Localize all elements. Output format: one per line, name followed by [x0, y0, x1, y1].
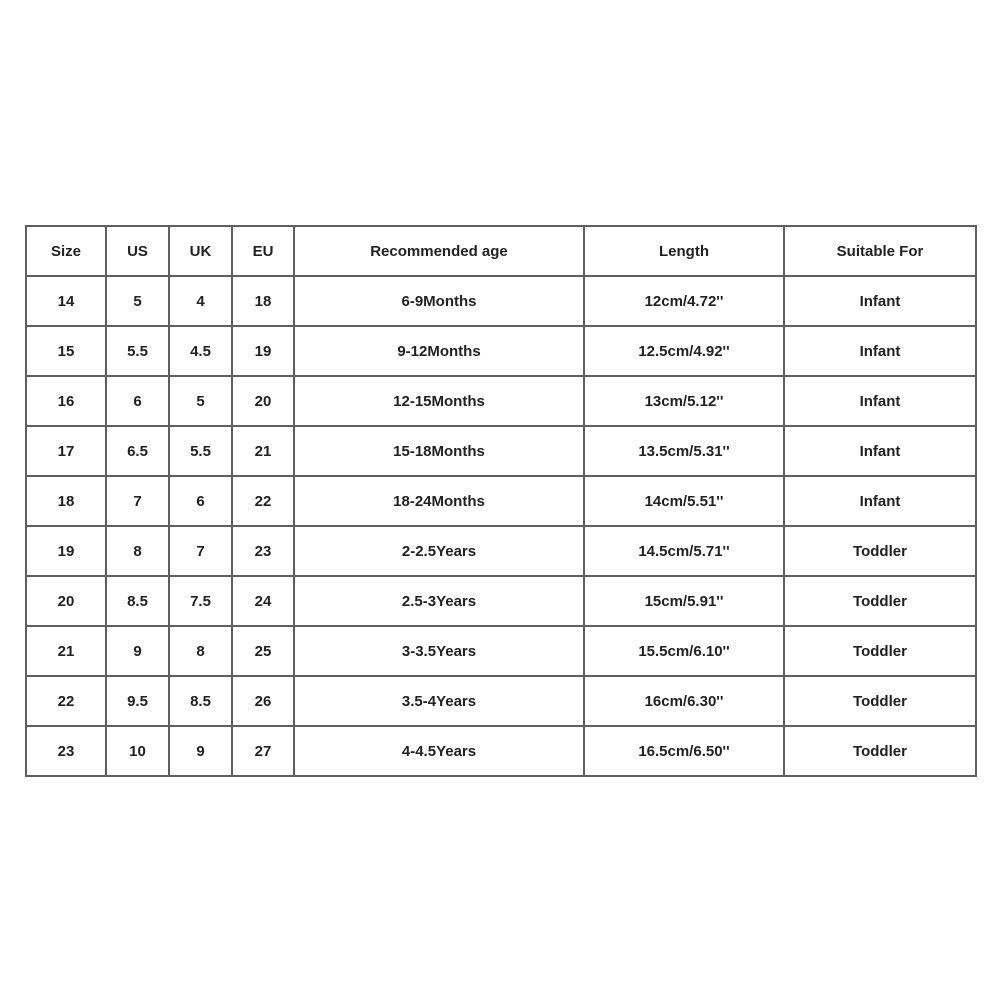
cell-suitable-for: Toddler	[784, 676, 976, 726]
cell-size: 15	[26, 326, 106, 376]
cell-suitable-for: Toddler	[784, 726, 976, 776]
table-row	[26, 376, 976, 426]
header-us: US	[106, 226, 169, 276]
cell-length: 13cm/5.12''	[584, 376, 784, 426]
cell-size: 16	[26, 376, 106, 426]
header-eu: EU	[232, 226, 294, 276]
table-row	[26, 576, 976, 626]
cell-us: 10	[106, 726, 169, 776]
cell-recommended-age: 15-18Months	[294, 426, 584, 476]
cell-eu: 19	[232, 326, 294, 376]
cell-us: 6	[106, 376, 169, 426]
cell-uk: 7.5	[169, 576, 232, 626]
cell-length: 14.5cm/5.71''	[584, 526, 784, 576]
cell-recommended-age: 12-15Months	[294, 376, 584, 426]
table-row	[26, 326, 976, 376]
cell-length: 16cm/6.30''	[584, 676, 784, 726]
cell-us: 5	[106, 276, 169, 326]
cell-recommended-age: 18-24Months	[294, 476, 584, 526]
cell-uk: 4.5	[169, 326, 232, 376]
cell-size: 18	[26, 476, 106, 526]
size-chart-table	[25, 225, 977, 777]
table-row	[26, 426, 976, 476]
cell-recommended-age: 9-12Months	[294, 326, 584, 376]
cell-us: 6.5	[106, 426, 169, 476]
cell-us: 5.5	[106, 326, 169, 376]
table-body	[26, 276, 976, 776]
cell-size: 23	[26, 726, 106, 776]
cell-eu: 26	[232, 676, 294, 726]
cell-uk: 8	[169, 626, 232, 676]
cell-eu: 18	[232, 276, 294, 326]
cell-recommended-age: 3-3.5Years	[294, 626, 584, 676]
table-row	[26, 476, 976, 526]
cell-us: 8.5	[106, 576, 169, 626]
cell-suitable-for: Toddler	[784, 526, 976, 576]
cell-uk: 9	[169, 726, 232, 776]
header-uk: UK	[169, 226, 232, 276]
table-row	[26, 726, 976, 776]
cell-eu: 20	[232, 376, 294, 426]
cell-eu: 24	[232, 576, 294, 626]
cell-size: 19	[26, 526, 106, 576]
cell-eu: 22	[232, 476, 294, 526]
cell-suitable-for: Toddler	[784, 626, 976, 676]
table-row	[26, 276, 976, 326]
cell-uk: 7	[169, 526, 232, 576]
header-row	[26, 226, 976, 276]
cell-us: 7	[106, 476, 169, 526]
cell-size: 14	[26, 276, 106, 326]
cell-length: 16.5cm/6.50''	[584, 726, 784, 776]
cell-size: 17	[26, 426, 106, 476]
cell-length: 13.5cm/5.31''	[584, 426, 784, 476]
cell-suitable-for: Infant	[784, 276, 976, 326]
header-size: Size	[26, 226, 106, 276]
table-row	[26, 626, 976, 676]
cell-suitable-for: Toddler	[784, 576, 976, 626]
header-length: Length	[584, 226, 784, 276]
cell-eu: 21	[232, 426, 294, 476]
cell-size: 21	[26, 626, 106, 676]
cell-eu: 25	[232, 626, 294, 676]
cell-suitable-for: Infant	[784, 426, 976, 476]
cell-uk: 4	[169, 276, 232, 326]
cell-us: 8	[106, 526, 169, 576]
cell-length: 14cm/5.51''	[584, 476, 784, 526]
cell-suitable-for: Infant	[784, 476, 976, 526]
table-header	[26, 226, 976, 276]
cell-uk: 5.5	[169, 426, 232, 476]
cell-length: 12cm/4.72''	[584, 276, 784, 326]
cell-eu: 23	[232, 526, 294, 576]
cell-size: 20	[26, 576, 106, 626]
table-row	[26, 526, 976, 576]
cell-suitable-for: Infant	[784, 326, 976, 376]
cell-length: 15.5cm/6.10''	[584, 626, 784, 676]
cell-recommended-age: 2.5-3Years	[294, 576, 584, 626]
cell-recommended-age: 2-2.5Years	[294, 526, 584, 576]
cell-us: 9	[106, 626, 169, 676]
cell-recommended-age: 4-4.5Years	[294, 726, 584, 776]
cell-recommended-age: 3.5-4Years	[294, 676, 584, 726]
header-suitable-for: Suitable For	[784, 226, 976, 276]
cell-eu: 27	[232, 726, 294, 776]
cell-uk: 8.5	[169, 676, 232, 726]
cell-uk: 6	[169, 476, 232, 526]
cell-us: 9.5	[106, 676, 169, 726]
cell-length: 15cm/5.91''	[584, 576, 784, 626]
table-row	[26, 676, 976, 726]
cell-length: 12.5cm/4.92''	[584, 326, 784, 376]
cell-size: 22	[26, 676, 106, 726]
cell-uk: 5	[169, 376, 232, 426]
header-recommended-age: Recommended age	[294, 226, 584, 276]
cell-recommended-age: 6-9Months	[294, 276, 584, 326]
cell-suitable-for: Infant	[784, 376, 976, 426]
